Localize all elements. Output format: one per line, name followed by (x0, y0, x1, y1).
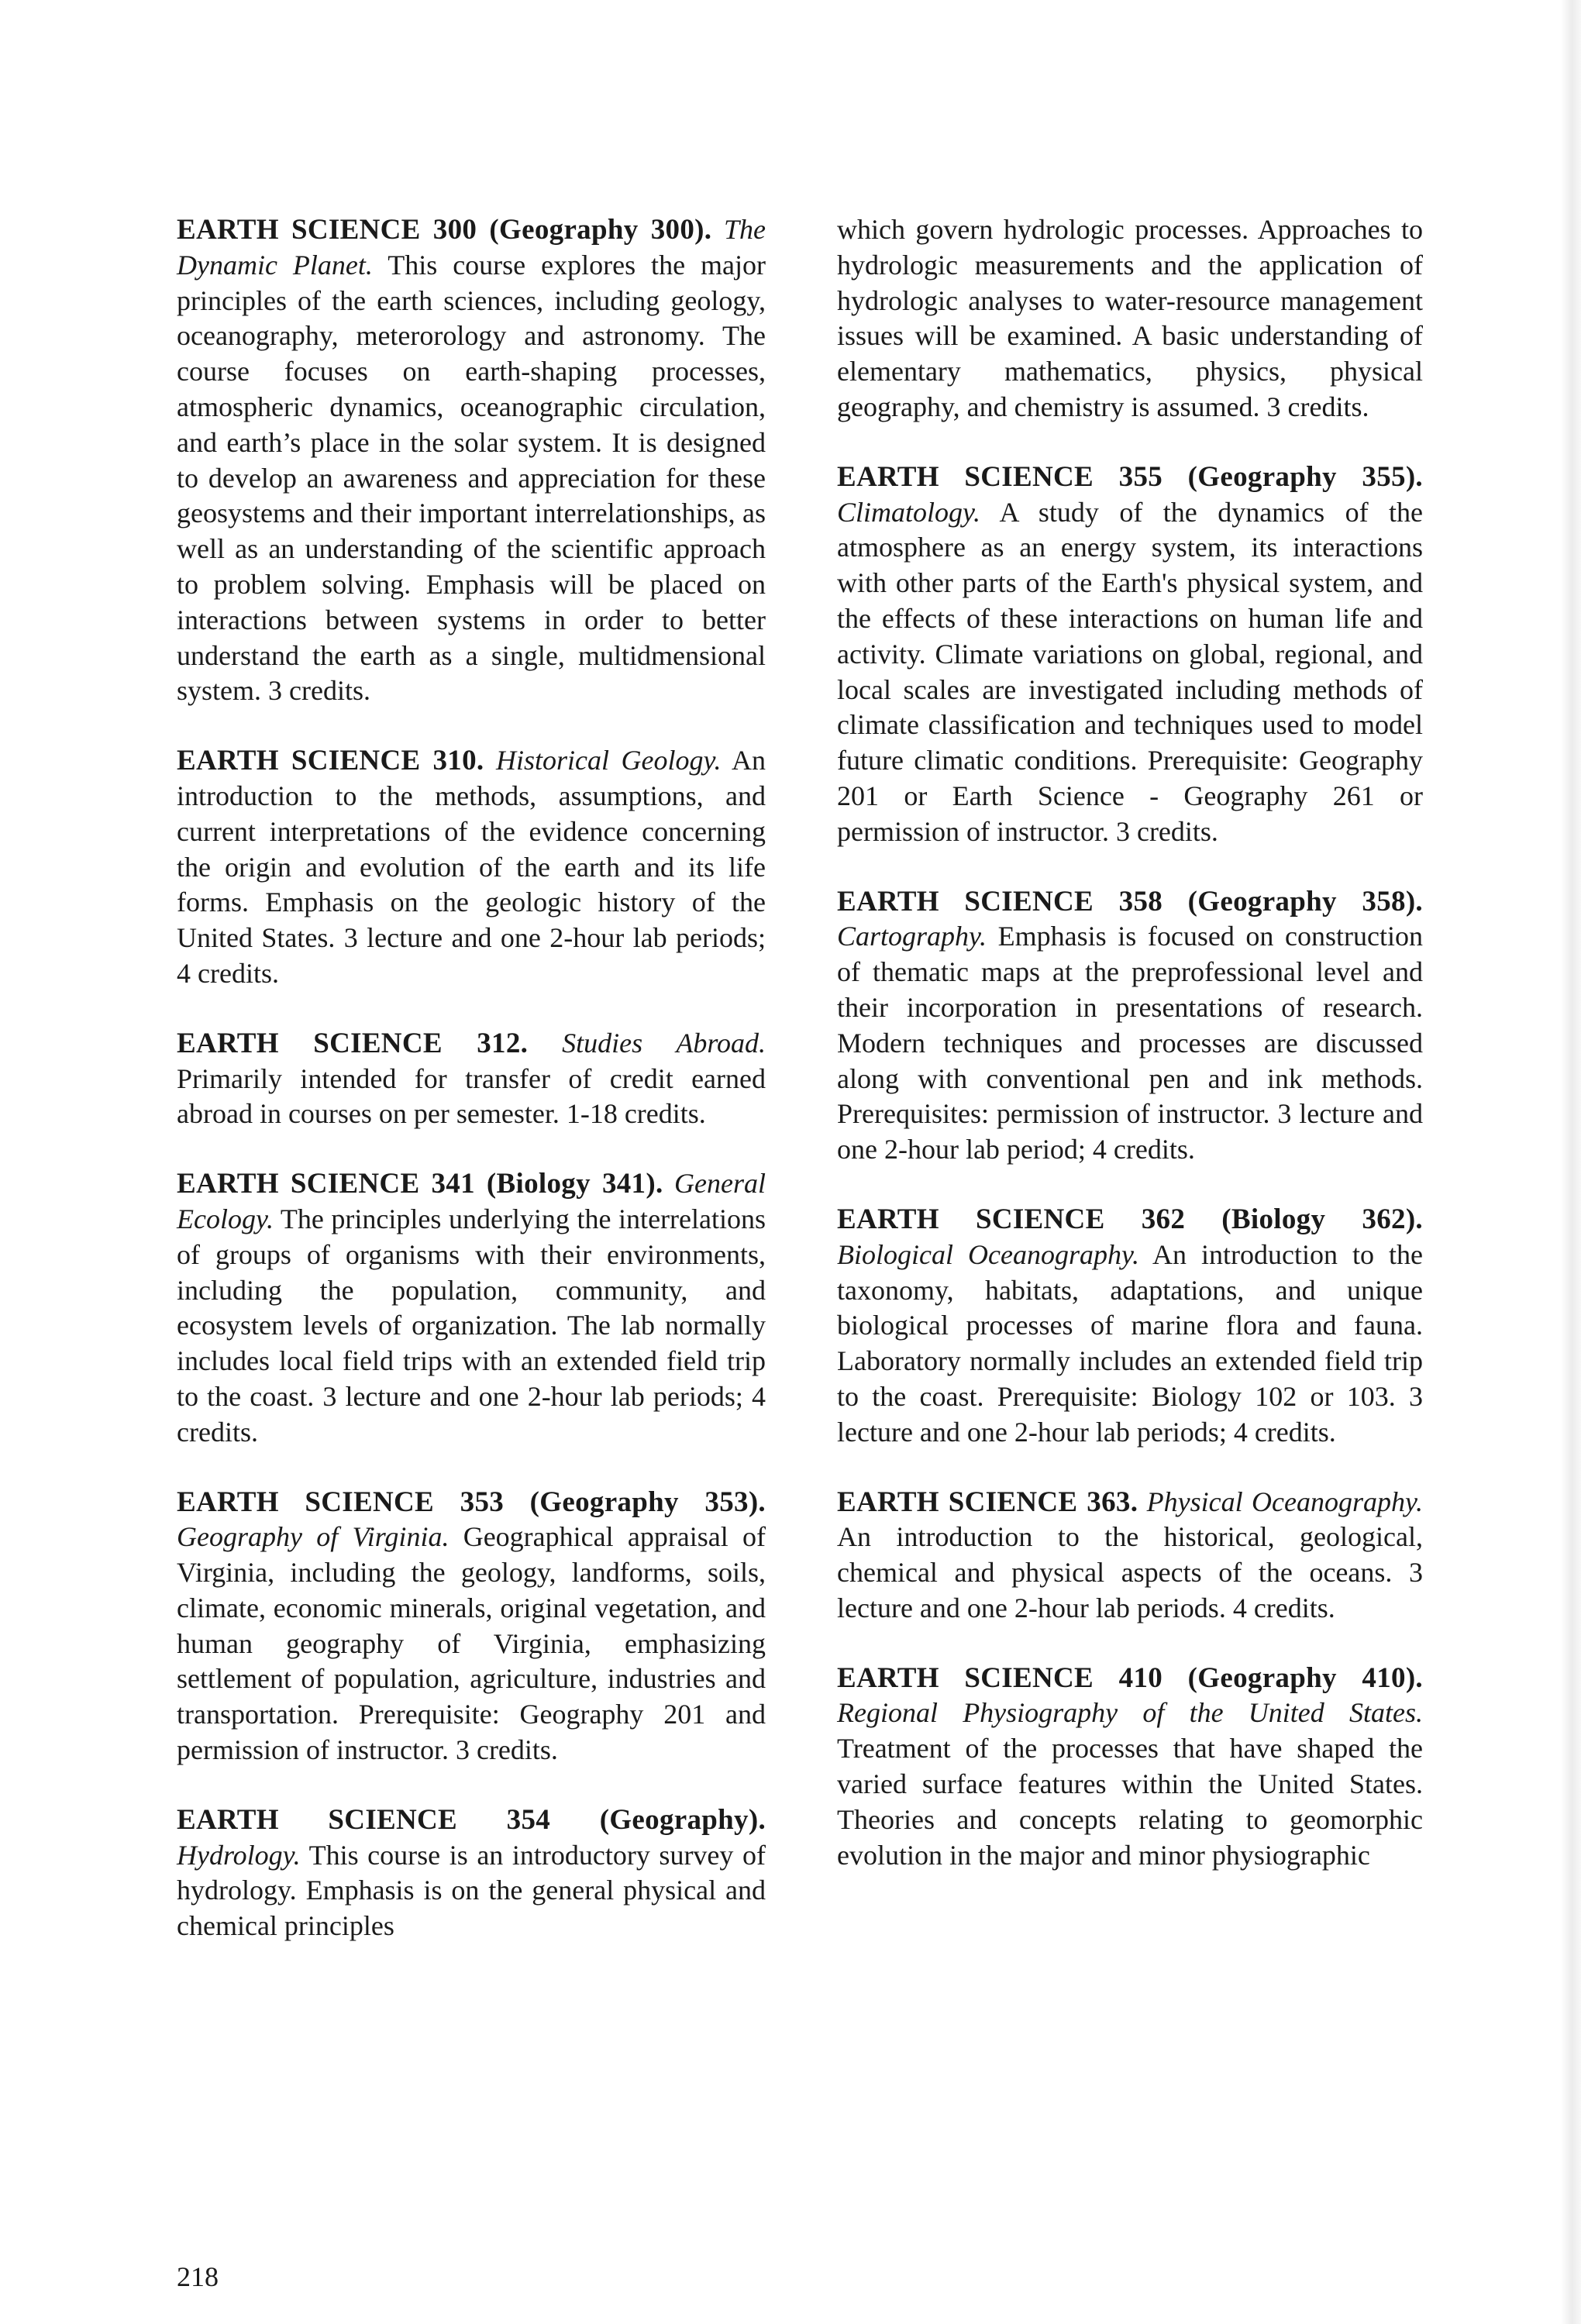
course-code: EARTH SCIENCE 362 (Biology 362). (837, 1203, 1423, 1235)
course-title: Historical Geology. (495, 745, 722, 776)
course-title: General Ecology. (177, 1168, 766, 1234)
course-entry-continuation (837, 212, 1423, 425)
course-entry-earth-science-300 (177, 212, 766, 709)
course-entry-earth-science-358 (837, 884, 1423, 1168)
course-entry-earth-science-310 (177, 743, 766, 992)
course-title: Geography of Virginia. (177, 1521, 450, 1553)
course-entry-earth-science-312 (177, 1026, 766, 1132)
course-title: Studies Abroad. (562, 1027, 766, 1059)
left-column (177, 212, 766, 1978)
course-description: An introduction to the methods, assumptions, and current interpretations of the evidence concerning the origin and evolution of the earth and its life forms. Emphasis on the geologic history of the United States. 3 lecture and one 2-hour lab periods; 4 credits. (177, 745, 766, 989)
course-description: Treatment of the processes that have shaped the varied surface features within the United States. Theories and concepts relating to geomorphic evolution in the major and minor physiographic (837, 1733, 1423, 1871)
course-description: The principles underlying the interrelations of groups of organisms with their environments, including the population, community, and ecosystem levels of organization. The lab normally includes local field trips with an extended field trip to the coast. 3 lecture and one 2-hour lab periods; 4 credits. (177, 1203, 766, 1448)
course-entry-earth-science-341 (177, 1166, 766, 1450)
course-code: EARTH SCIENCE 310. (177, 745, 484, 777)
course-entry-earth-science-410 (837, 1661, 1423, 1874)
course-description: Geographical appraisal of Virginia, including the geology, landforms, soils, climate, economic minerals, original vegetation, and human geography of Virginia, emphasizing settlement of population, agriculture, industries and transportation. Prerequisite: Geography 201 and permission of instructor. 3 credits. (177, 1521, 766, 1766)
course-code: EARTH SCIENCE 300 (Geography 300). (177, 214, 712, 246)
course-title: Hydrology. (177, 1839, 301, 1871)
course-code: EARTH SCIENCE 410 (Geography 410). (837, 1661, 1423, 1694)
right-column (837, 212, 1423, 1907)
course-description: An introduction to the historical, geological, chemical and physical aspects of the oceans. 3 lecture and one 2-hour lab periods. 4 credits. (837, 1521, 1423, 1623)
course-title: Biological Oceanography. (837, 1238, 1139, 1270)
page-edge-shadow (1561, 0, 1581, 2324)
course-entry-earth-science-362 (837, 1202, 1423, 1451)
course-description: Emphasis is focused on construction of thematic maps at the preprofessional level and their incorporation in presentations of research. Modern techniques and processes are discussed along with conventional pen and ink methods. Prerequisites: permission of instructor. 3 lecture and one 2-hour lab period; 4 credits. (837, 921, 1423, 1165)
course-code: EARTH SCIENCE 358 (Geography 358). (837, 885, 1423, 918)
course-description: This course explores the major principles of the earth sciences, including geology, oceanography, meterorology and astronomy. The course focuses on earth-shaping processes, atmospheric dynamics, oceanographic circulation, and earth’s place in the solar system. It is designed to develop an awareness and appreciation for these geosystems and their important interrelationships, as well as an understanding of the scientific approach to problem solving. Emphasis will be placed on interactions between systems in order to better understand the earth as a single, multidmensional system. 3 credits. (177, 249, 766, 707)
course-code: EARTH SCIENCE 341 (Biology 341). (177, 1168, 663, 1200)
course-entry-earth-science-355 (837, 460, 1423, 850)
course-title: Physical Oceanography. (1146, 1486, 1424, 1517)
course-title: Climatology. (837, 496, 981, 528)
course-code: EARTH SCIENCE 363. (837, 1486, 1138, 1518)
course-description: A study of the dynamics of the atmosphere as an energy system, its interactions with other parts of the Earth's physical system, and the effects of these interactions on human life and activity. Climate variations on global, regional, and local scales are investigated including methods of climate classification and techniques used to model future climatic conditions. Prerequisite: Geography 201 or Earth Science - Geography 261 or permission of instructor. 3 credits. (837, 496, 1423, 847)
course-code: EARTH SCIENCE 312. (177, 1027, 529, 1059)
course-code: EARTH SCIENCE 353 (Geography 353). (177, 1486, 766, 1518)
course-code: EARTH SCIENCE 354 (Geography). (177, 1803, 766, 1836)
course-title: Regional Physiography of the United States. (837, 1697, 1423, 1729)
course-description: An introduction to the taxonomy, habitats, adaptations, and unique biological processes of marine flora and fauna. Laboratory normally includes an extended field trip to the coast. Prerequisite: Biology 102 or 103. 3 lecture and one 2-hour lab periods; 4 credits. (837, 1238, 1423, 1448)
course-title: The Dynamic Planet. (177, 214, 766, 281)
course-entry-earth-science-363 (837, 1485, 1423, 1627)
course-description: Primarily intended for transfer of credit earned abroad in courses on per semester. 1-18 credits. (177, 1062, 766, 1130)
course-description: which govern hydrologic processes. Approaches to hydrologic measurements and the application of hydrologic analyses to water-resource management issues will be examined. A basic understanding of elementary mathematics, physics, physical geography, and chemistry is assumed. 3 credits. (837, 214, 1423, 422)
course-entry-earth-science-353 (177, 1485, 766, 1768)
course-title: Cartography. (837, 921, 987, 952)
page-number: 218 (177, 2261, 219, 2292)
course-description: This course is an introductory survey of hydrology. Emphasis is on the general physical and chemical principles (177, 1839, 766, 1942)
course-entry-earth-science-354 (177, 1802, 766, 1944)
course-code: EARTH SCIENCE 355 (Geography 355). (837, 460, 1423, 493)
